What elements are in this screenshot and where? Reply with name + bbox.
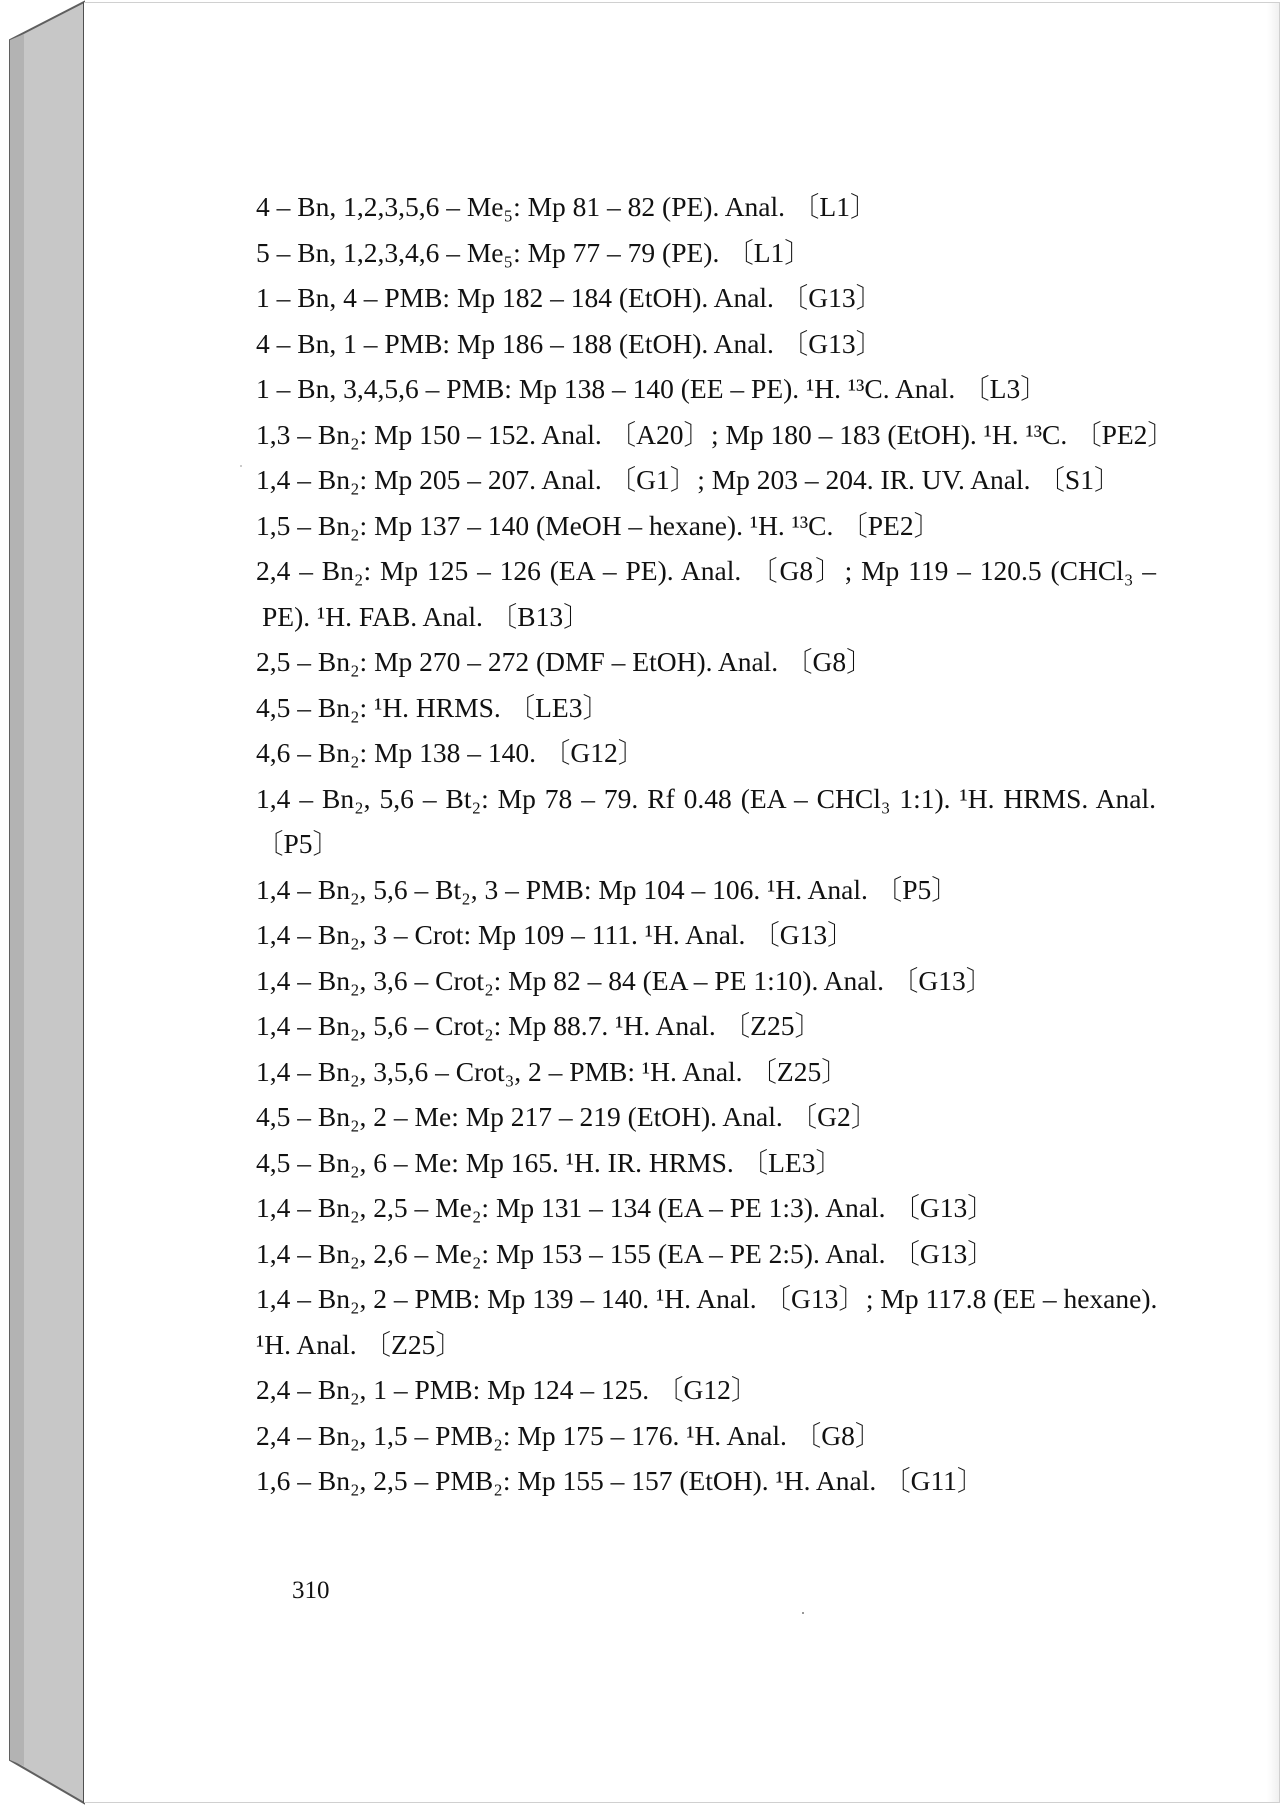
entry-line: 2,4 – Bn₂, 1 – PMB: Mp 124 – 125. 〔G12〕 [256, 1374, 759, 1405]
entry-line: 4,6 – Bn₂: Mp 138 – 140. 〔G12〕 [256, 737, 646, 768]
entry-line: 1,4 – Bn₂, 3 – Crot: Mp 109 – 111. ¹H. Anal. 〔G13〕 [256, 919, 855, 950]
entry-line: 1,3 – Bn₂: Mp 150 – 152. Anal. 〔A20〕; Mp 180 – 183 (EtOH). ¹H. ¹³C. 〔PE2〕 [256, 418, 1175, 450]
entry-line: 1,4 – Bn₂, 5,6 – Crot₂: Mp 88.7. ¹H. Anal. 〔Z25〕 [256, 1010, 822, 1041]
entry-line: 1 – Bn, 4 – PMB: Mp 182 – 184 (EtOH). Anal. 〔G13〕 [256, 282, 884, 313]
entry-line: ¹H. Anal. 〔Z25〕 [256, 1328, 463, 1360]
entry-line: 5 – Bn, 1,2,3,4,6 – Me₅: Mp 77 – 79 (PE). 〔L1〕 [256, 236, 812, 268]
entry-line: 1,4 – Bn₂, 2,5 – Me₂: Mp 131 – 134 (EA – PE 1:3). Anal. 〔G13〕 [256, 1192, 995, 1223]
entry-line: 2,4 – Bn₂: Mp 125 – 126 (EA – PE). Anal. 〔G8〕; Mp 119 – 120.5 (CHCl₃ – [256, 555, 1156, 586]
entry-line: 4 – Bn, 1 – PMB: Mp 186 – 188 (EtOH). Anal. 〔G13〕 [256, 327, 884, 359]
entry-line: 1,4 – Bn₂, 2 – PMB: Mp 139 – 140. ¹H. Anal. 〔G13〕; Mp 117.8 (EE – hexane). [256, 1283, 1158, 1314]
entry-line: 2,5 – Bn₂: Mp 270 – 272 (DMF – EtOH). Anal. 〔G8〕 [256, 646, 874, 677]
compound-entry-list [256, 184, 1175, 1504]
entry-line: 1,4 – Bn₂, 3,6 – Crot₂: Mp 82 – 84 (EA – PE 1:10). Anal. 〔G13〕 [256, 964, 994, 996]
entry-line: 1,5 – Bn₂: Mp 137 – 140 (MeOH – hexane). ¹H. ¹³C. 〔PE2〕 [256, 509, 942, 541]
entry-line: 4,5 – Bn₂: ¹H. HRMS. 〔LE3〕 [256, 691, 610, 723]
entry-line: 1 – Bn, 3,4,5,6 – PMB: Mp 138 – 140 (EE – PE). ¹H. ¹³C. Anal. 〔L3〕 [256, 373, 1048, 404]
entry-line: 1,4 – Bn₂, 5,6 – Bt₂: Mp 78 – 79. Rf 0.48 (EA – CHCl₃ 1:1). ¹H. HRMS. Anal. [256, 782, 1156, 814]
entry-line: 1,4 – Bn₂, 2,6 – Me₂: Mp 153 – 155 (EA – PE 2:5). Anal. 〔G13〕 [256, 1237, 995, 1269]
scan-speck [802, 1612, 804, 1614]
entry-line: 4,5 – Bn₂, 6 – Me: Mp 165. ¹H. IR. HRMS. 〔LE3〕 [256, 1146, 843, 1178]
page-number: 310 [292, 1577, 330, 1604]
page-edge-shadow [1267, 3, 1279, 1802]
entry-line: 1,4 – Bn₂, 5,6 – Bt₂, 3 – PMB: Mp 104 – 106. ¹H. Anal. 〔P5〕 [256, 873, 959, 905]
entry-line: 1,6 – Bn₂, 2,5 – PMB₂: Mp 155 – 157 (EtOH). ¹H. Anal. 〔G11〕 [256, 1465, 985, 1496]
entry-line: PE). ¹H. FAB. Anal. 〔B13〕 [262, 600, 591, 632]
entry-line: 4 – Bn, 1,2,3,5,6 – Me₅: Mp 81 – 82 (PE). Anal. 〔L1〕 [256, 191, 878, 222]
entry-line: 2,4 – Bn₂, 1,5 – PMB₂: Mp 175 – 176. ¹H. Anal. 〔G8〕 [256, 1419, 883, 1451]
entry-line: 1,4 – Bn₂, 3,5,6 – Crot₃, 2 – PMB: ¹H. Anal. 〔Z25〕 [256, 1055, 849, 1087]
entry-line: 〔P5〕 [256, 828, 341, 859]
scan-speck [240, 465, 242, 467]
entry-line: 4,5 – Bn₂, 2 – Me: Mp 217 – 219 (EtOH). Anal. 〔G2〕 [256, 1101, 879, 1132]
entry-line: 1,4 – Bn₂: Mp 205 – 207. Anal. 〔G1〕; Mp 203 – 204. IR. UV. Anal. 〔S1〕 [256, 464, 1122, 495]
